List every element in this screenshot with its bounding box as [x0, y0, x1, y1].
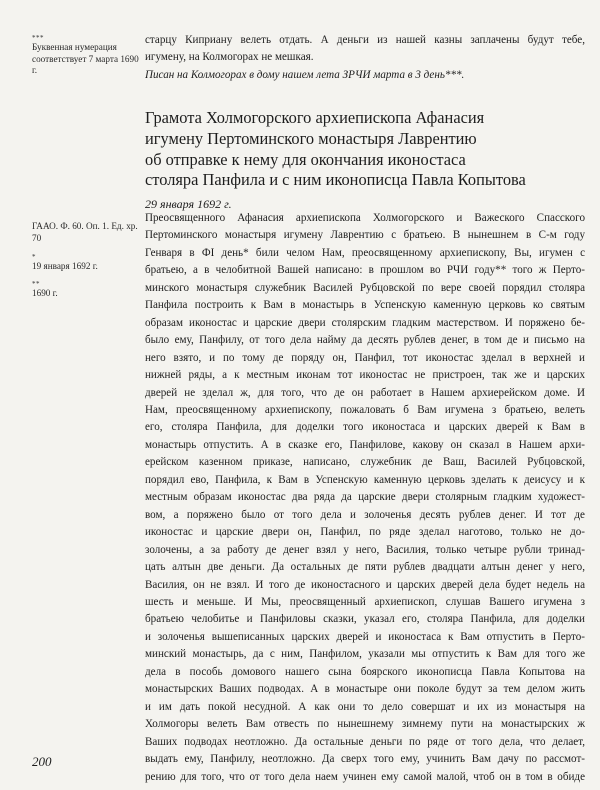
body-text-line: Преосвященного Афанасия архиепископа Холмогорского и Важеского Спасского	[145, 212, 585, 224]
body-text-line: цать алтын две деньги. Да остальных де пяти рублев двадцати алтын денег у него,	[145, 561, 585, 574]
body-text-line: монастырских Ваших подводах. А в монастыре они поколе будут за тем делом жить	[145, 683, 585, 696]
footnote-text: Буквенная нумерация соответствует 7 марта 1690 г.	[32, 42, 139, 76]
body-text-line: Генваря в ФІ день* били челом Нам, преосвященному архиепископу, Вы, игумен с	[145, 246, 585, 259]
title-line: игумену Пертоминского монастыря Лаврентию	[145, 128, 477, 148]
document-date: 29 января 1692 г.	[145, 197, 232, 212]
body-text-line: и им дать покой несудной. А как они то дело совершат и их из монастыря на	[145, 700, 585, 713]
page-number: 200	[32, 754, 52, 769]
body-text-line: золочены, а за работу де денег взял у него, Василия, только четыре рубли тринад-	[145, 543, 585, 556]
footnote-marker: **	[32, 280, 40, 288]
footnote-text: 1690 г.	[32, 288, 58, 298]
text-line: игумену, на Колмогорах не мешкая.	[145, 51, 314, 64]
body-text-line: Холмогоры велеть Вам отвесть по нынешнему зимнему пути на монастырских ж	[145, 718, 585, 731]
body-text-line: было ему, Панфилу, от того дела найму да десять рублев денег, в том де и письмо на	[145, 334, 585, 347]
footnote-marker: *	[32, 253, 36, 261]
body-text-line: вом, а поряжено было от того дела и золоченья десять рублев денег. И тот де	[145, 508, 585, 521]
margin-note-footnote-date	[32, 253, 140, 273]
body-text-line: его, столяра Панфила, для доделки того иконостаса и царских дверей к Вам в	[145, 421, 585, 434]
previous-document-ending	[145, 32, 585, 84]
body-text-line: ерейском казенном приказе, написано, служебник де Ваш, Василей Рубцовской,	[145, 456, 585, 469]
body-text-line: него взято, и по тому де поряду он, Панфил, тот иконостас зделал в верхней и	[145, 351, 585, 364]
document-body	[145, 210, 585, 786]
title-line: об отправке к нему для окончания иконостаса	[145, 149, 466, 169]
margin-note-footnote	[32, 34, 140, 77]
title-line: столяра Панфила и с ним иконописца Павла Копытова	[145, 170, 526, 190]
text-line: старцу Киприану велеть отдать. А деньги из нашей казны заплачены будут тебе,	[145, 34, 585, 46]
body-text-line: братьею, а в челобитной Вашей написано: в прошлом во РЧИ году** того ж Перто-	[145, 264, 585, 277]
body-text-line: дела в пособь домового нашего сына боярского иконописца Павла Копытова на	[145, 665, 585, 678]
margin-note-archive-reference: ГААО. Ф. 60. Оп. 1. Ед. хр. 70	[32, 221, 138, 243]
body-text-line: дверей не зделал ж, для того, что де он работает в Нашем архиерейском доме. И	[145, 386, 585, 399]
body-text-line: Нам, преосвященному архиепископу, пожаловать б Вам игумена з братьею, велеть	[145, 403, 585, 416]
body-text-line: иконостас и царские двери он, Панфил, по ряде зделал наготово, только не до-	[145, 526, 585, 539]
footnote-marker: ***	[32, 34, 44, 42]
body-text-line: порядил ево, Панфила, к Вам в Успенскую каменную церковь зделать к деисусу и к	[145, 473, 585, 486]
body-text-line: образам иконостас и царские двери столярским гладким мастерством. И поряжено бе-	[145, 316, 585, 329]
document-heading	[145, 108, 585, 212]
document-signature-line: Писан на Колмогорах в дому нашем лета ЗРЧИ марта в 3 день***.	[145, 68, 465, 81]
body-text-line: братьею челобитье и Панфиловы сказки, указал его, столяра Панфила, для доделки	[145, 613, 585, 626]
body-text-line: шесть и меньше. И Мы, преосвященный архиепископ, слушав Вашего игумена з	[145, 595, 585, 608]
body-text-line: Ваших подводах неотложно. Да остальные деньги по ряде от того дела, что делает,	[145, 735, 585, 748]
document-title	[145, 108, 585, 191]
body-text-line: Панфила построить к Вам в монастырь в Успенскую каменную церковь ко святым	[145, 299, 585, 312]
margin-note-footnote-year	[32, 280, 140, 300]
body-text-line: и золоченья вышеписанных царских дверей и иконостаса к Вам отпустить в Перто-	[145, 630, 585, 643]
body-text-line: минского монастыря служебник Василей Рубцовской по вере своей порядил столяра	[145, 281, 585, 294]
body-text-line: выдать ему, Панфилу, неотложно. Да сверх того ему, учинить Вам дачу по рассмот-	[145, 753, 585, 766]
title-line: Грамота Холмогорского архиепископа Афанасия	[145, 108, 485, 127]
body-text-line: рению для того, что от того дела наем учинен ему самой малой, чтоб он в том в обиде	[145, 770, 585, 783]
body-text-line: минский монастырь, да с ним, Панфилом, указали мы отпустить к Вам для того же	[145, 648, 585, 661]
body-text-line: Василия, он не взял. И того де иконостасного и царских дверей дела будет недель на	[145, 578, 585, 591]
body-text-line: монастырь отпустить. А в сказке его, Панфилове, какову он сказал в Нашем архи-	[145, 438, 585, 451]
footnote-text: 19 января 1692 г.	[32, 261, 98, 271]
body-text-line: нижней ряды, а к местным иконам тот иконостас не пристроен, так же и царских	[145, 369, 585, 382]
body-text-line: Пертоминского монастыря игумену Лаврентию с братьею. В нынешнем в С-м году	[145, 229, 585, 242]
body-text-line: местным образам иконостас два ряда да царские двери столярным гладким художест-	[145, 491, 585, 504]
